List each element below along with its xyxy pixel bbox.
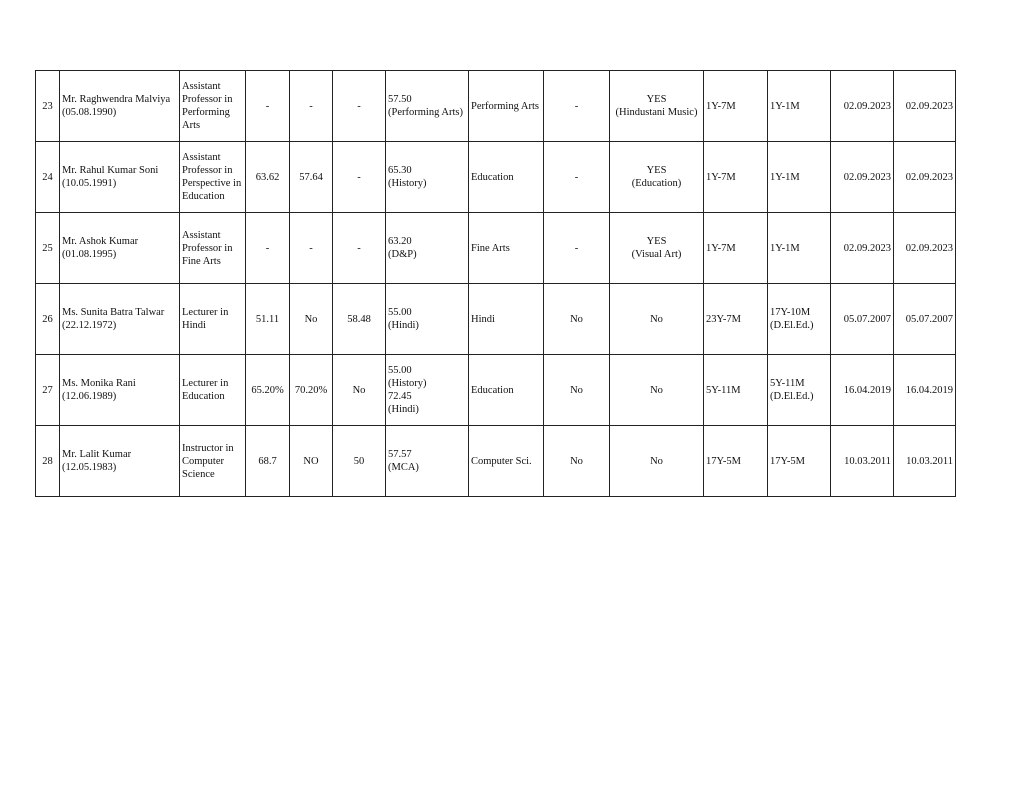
score-value: No	[352, 384, 366, 396]
post-title: Assistant Professor in Perspective in Education	[182, 152, 242, 202]
name-cell	[60, 426, 180, 497]
score-cell	[333, 71, 386, 142]
pg-cell	[386, 213, 469, 284]
net-cell	[610, 213, 704, 284]
net-line: YES	[646, 236, 667, 247]
subject-cell	[469, 355, 544, 426]
pg-cell	[386, 142, 469, 213]
score-cell	[290, 284, 333, 355]
score-value: -	[265, 100, 270, 112]
experience-line: 1Y-7M	[706, 242, 736, 254]
subject-cell	[469, 426, 544, 497]
date-of-birth: (12.06.1989)	[62, 391, 117, 402]
serial-number-cell	[36, 71, 60, 142]
score-value: 58.48	[347, 313, 371, 325]
experience-cell	[704, 213, 768, 284]
pg-score-line: 63.20	[388, 236, 412, 247]
date-value: 16.04.2019	[843, 384, 891, 396]
person-name: Mr. Lalit Kumar	[62, 449, 132, 460]
score-cell	[333, 355, 386, 426]
pg-score-line: (History)	[388, 378, 427, 389]
person-name: Mr. Rahul Kumar Soni	[62, 165, 159, 176]
score-value: -	[357, 242, 361, 254]
score-value: 50	[353, 455, 365, 467]
score-cell	[333, 142, 386, 213]
subject-cell	[469, 284, 544, 355]
experience-cell	[768, 71, 831, 142]
pg-score-line: (Hindi)	[388, 404, 419, 415]
net-line: (Hindustani Music)	[615, 107, 698, 118]
pg-score-line: 57.50	[388, 94, 412, 105]
date-cell	[894, 355, 956, 426]
experience-cell	[704, 284, 768, 355]
date-of-birth: (22.12.1972)	[62, 320, 117, 331]
score-cell	[246, 142, 290, 213]
post-title: Lecturer in Education	[182, 378, 229, 402]
experience-line: 17Y-10M	[770, 307, 811, 318]
subject-cell	[469, 142, 544, 213]
post-title: Assistant Professor in Fine Arts	[182, 229, 233, 267]
score-cell	[333, 284, 386, 355]
net-line: (Education)	[631, 178, 682, 189]
net-line: No	[650, 455, 663, 467]
score-cell	[333, 213, 386, 284]
date-value: 16.04.2019	[905, 384, 953, 396]
table-row	[36, 213, 956, 284]
name-cell	[60, 284, 180, 355]
cell-value: No	[570, 455, 583, 467]
date-of-birth: (10.05.1991)	[62, 178, 117, 189]
post-cell	[180, 426, 246, 497]
date-value: 02.09.2023	[843, 242, 891, 254]
pg-score-line: (D&P)	[388, 249, 417, 260]
date-of-birth: (12.05.1983)	[62, 462, 117, 473]
experience-line: 23Y-7M	[706, 313, 742, 325]
pg-score-line: (Performing Arts)	[388, 107, 463, 118]
post-title: Lecturer in Hindi	[182, 307, 229, 331]
experience-line: 1Y-7M	[706, 100, 736, 112]
name-cell	[60, 142, 180, 213]
table-row	[36, 142, 956, 213]
person-name: Mr. Ashok Kumar	[62, 236, 139, 247]
score-value: -	[309, 100, 313, 112]
person-name: Ms. Sunita Batra Talwar	[62, 307, 165, 318]
experience-line: 1Y-1M	[770, 242, 800, 254]
pg-score-line: (MCA)	[388, 462, 419, 473]
date-cell	[831, 71, 894, 142]
experience-line: 5Y-11M	[706, 384, 741, 396]
score-value: No	[304, 313, 318, 325]
date-cell	[831, 284, 894, 355]
pg-cell	[386, 355, 469, 426]
serial-number-cell	[36, 213, 60, 284]
value-cell	[544, 71, 610, 142]
experience-line: (D.El.Ed.)	[770, 320, 814, 331]
date-value: 05.07.2007	[905, 313, 953, 325]
date-value: 10.03.2011	[906, 455, 953, 467]
experience-line: 17Y-5M	[706, 455, 742, 467]
post-cell	[180, 284, 246, 355]
date-cell	[894, 213, 956, 284]
serial-number-cell	[36, 142, 60, 213]
cell-value: -	[574, 242, 579, 254]
table-row	[36, 426, 956, 497]
pg-cell	[386, 426, 469, 497]
score-value: -	[309, 242, 313, 254]
serial-number: 26	[42, 313, 53, 325]
table-row	[36, 355, 956, 426]
post-title: Instructor in Computer Science	[182, 442, 234, 480]
net-cell	[610, 71, 704, 142]
person-name: Ms. Monika Rani	[62, 378, 136, 389]
score-cell	[290, 142, 333, 213]
subject-cell	[469, 71, 544, 142]
date-cell	[894, 284, 956, 355]
score-value: 63.62	[255, 171, 280, 183]
post-cell	[180, 71, 246, 142]
cell-value: -	[574, 171, 579, 183]
subject-name: Performing Arts	[471, 100, 539, 112]
pg-score-line: (History)	[388, 178, 427, 189]
serial-number: 25	[42, 242, 53, 254]
score-cell	[246, 71, 290, 142]
pg-score-line: 65.30	[388, 165, 412, 176]
experience-line: (D.El.Ed.)	[770, 391, 814, 402]
score-cell	[290, 355, 333, 426]
experience-line: 5Y-11M	[770, 378, 805, 389]
date-value: 02.09.2023	[905, 242, 953, 254]
value-cell	[544, 355, 610, 426]
score-cell	[290, 213, 333, 284]
name-cell	[60, 213, 180, 284]
net-line: No	[650, 384, 663, 396]
serial-number: 23	[42, 100, 53, 112]
experience-cell	[704, 426, 768, 497]
serial-number-cell	[36, 426, 60, 497]
date-value: 02.09.2023	[905, 100, 953, 112]
experience-cell	[768, 355, 831, 426]
serial-number-cell	[36, 284, 60, 355]
date-value: 02.09.2023	[843, 100, 891, 112]
value-cell	[544, 213, 610, 284]
net-line: YES	[646, 94, 667, 105]
pg-score-line: 57.57	[388, 449, 412, 460]
score-value: 51.11	[255, 313, 280, 325]
table-body	[36, 71, 956, 497]
serial-number: 27	[42, 384, 53, 396]
experience-line: 1Y-1M	[770, 100, 800, 112]
score-cell	[246, 426, 290, 497]
date-cell	[894, 71, 956, 142]
score-cell	[290, 426, 333, 497]
serial-number: 28	[42, 455, 53, 467]
date-cell	[831, 426, 894, 497]
value-cell	[544, 284, 610, 355]
subject-name: Computer Sci.	[471, 455, 532, 467]
score-cell	[246, 355, 290, 426]
score-cell	[246, 284, 290, 355]
cell-value: No	[570, 384, 583, 396]
experience-cell	[704, 355, 768, 426]
post-cell	[180, 355, 246, 426]
experience-line: 1Y-7M	[706, 171, 736, 183]
date-of-birth: (01.08.1995)	[62, 249, 117, 260]
experience-cell	[768, 142, 831, 213]
experience-cell	[704, 71, 768, 142]
score-value: 65.20%	[251, 384, 284, 396]
table-row	[36, 284, 956, 355]
score-cell	[246, 213, 290, 284]
net-line: No	[650, 313, 663, 325]
experience-cell	[704, 142, 768, 213]
score-value: 68.7	[258, 455, 277, 467]
name-cell	[60, 355, 180, 426]
person-name: Mr. Raghwendra Malviya	[62, 94, 171, 105]
pg-cell	[386, 71, 469, 142]
subject-cell	[469, 213, 544, 284]
value-cell	[544, 426, 610, 497]
pg-score-line: (Hindi)	[388, 320, 419, 331]
date-cell	[894, 426, 956, 497]
date-cell	[831, 213, 894, 284]
value-cell	[544, 142, 610, 213]
pg-score-line: 55.00	[388, 307, 412, 318]
net-cell	[610, 355, 704, 426]
net-line: (Visual Art)	[631, 249, 682, 260]
date-value: 05.07.2007	[843, 313, 891, 325]
score-value: 70.20%	[294, 384, 328, 396]
post-title: Assistant Professor in Performing Arts	[182, 81, 233, 131]
experience-line: 17Y-5M	[770, 455, 806, 467]
net-line: YES	[646, 165, 667, 176]
score-cell	[333, 426, 386, 497]
experience-line: 1Y-1M	[770, 171, 800, 183]
date-of-birth: (05.08.1990)	[62, 107, 117, 118]
pg-cell	[386, 284, 469, 355]
score-value: -	[357, 171, 361, 183]
faculty-table	[35, 70, 956, 497]
net-cell	[610, 284, 704, 355]
table-row	[36, 71, 956, 142]
date-value: 02.09.2023	[843, 171, 891, 183]
pg-score-line: 55.00	[388, 365, 412, 376]
name-cell	[60, 71, 180, 142]
subject-name: Hindi	[471, 313, 495, 325]
date-cell	[894, 142, 956, 213]
experience-cell	[768, 426, 831, 497]
score-cell	[290, 71, 333, 142]
net-cell	[610, 142, 704, 213]
subject-name: Education	[471, 171, 514, 183]
serial-number: 24	[42, 171, 53, 183]
post-cell	[180, 142, 246, 213]
score-value: NO	[303, 455, 319, 467]
score-value: -	[357, 100, 361, 112]
date-cell	[831, 355, 894, 426]
experience-cell	[768, 213, 831, 284]
date-cell	[831, 142, 894, 213]
date-value: 10.03.2011	[844, 455, 891, 467]
cell-value: -	[574, 100, 579, 112]
pg-score-line: 72.45	[388, 391, 412, 402]
subject-name: Education	[471, 384, 514, 396]
subject-name: Fine Arts	[471, 242, 510, 254]
cell-value: No	[570, 313, 583, 325]
experience-cell	[768, 284, 831, 355]
serial-number-cell	[36, 355, 60, 426]
score-value: -	[265, 242, 270, 254]
date-value: 02.09.2023	[905, 171, 953, 183]
net-cell	[610, 426, 704, 497]
post-cell	[180, 213, 246, 284]
score-value: 57.64	[299, 171, 323, 183]
